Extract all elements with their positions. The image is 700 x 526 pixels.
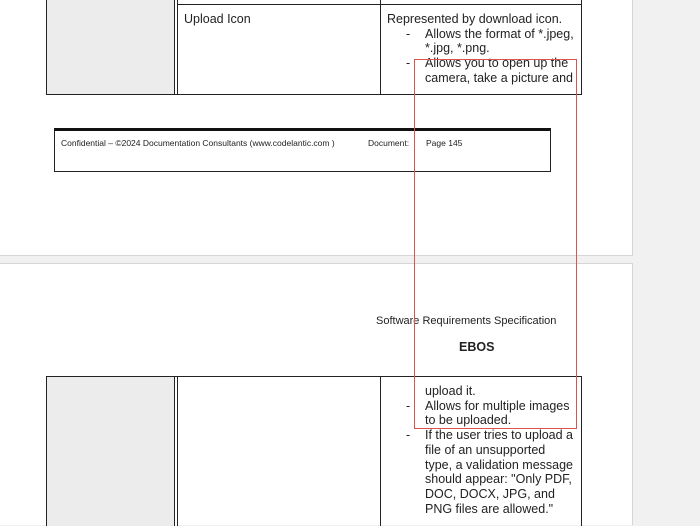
document-page-1 — [0, 0, 633, 256]
row-label-upload-icon: Upload Icon — [184, 12, 251, 26]
description-text: Represented by download icon. — [387, 12, 563, 26]
list-item: - If the user tries to upload a file of an unsupported type, a validation message should appear: "Only PDF, DOC, DOCX, JPG, and PNG files are allowed." — [425, 428, 575, 516]
header-project-name: EBOS — [459, 340, 495, 354]
footer-document-label: Document: — [368, 138, 410, 148]
table-label-cell — [177, 0, 381, 94]
table-shaded-cell — [47, 0, 175, 94]
footer-confidential-text: Confidential – ©2024 Documentation Consultants (www.codelantic.com ) — [61, 138, 335, 148]
table-description-cell — [381, 377, 581, 526]
header-spec-title: Software Requirements Specification — [376, 315, 557, 327]
table-label-cell — [177, 377, 381, 526]
list-item: - Allows you to open up the camera, take a picture and — [425, 56, 575, 85]
list-item: - Allows the format of *.jpeg, *.jpg, *.png. — [425, 27, 575, 56]
continued-text: upload it. — [425, 384, 476, 398]
list-item: - Allows for multiple images to be uploaded. — [425, 399, 575, 428]
bullet-list — [387, 27, 575, 86]
table-description-cell — [381, 0, 581, 94]
bullet-list — [387, 399, 575, 517]
document-page-2 — [0, 263, 633, 525]
page-footer — [54, 128, 551, 172]
requirements-table-part-1 — [46, 0, 582, 95]
footer-page-number: Page 145 — [426, 138, 463, 148]
table-shaded-cell — [47, 377, 175, 526]
requirements-table-part-2 — [46, 376, 582, 526]
